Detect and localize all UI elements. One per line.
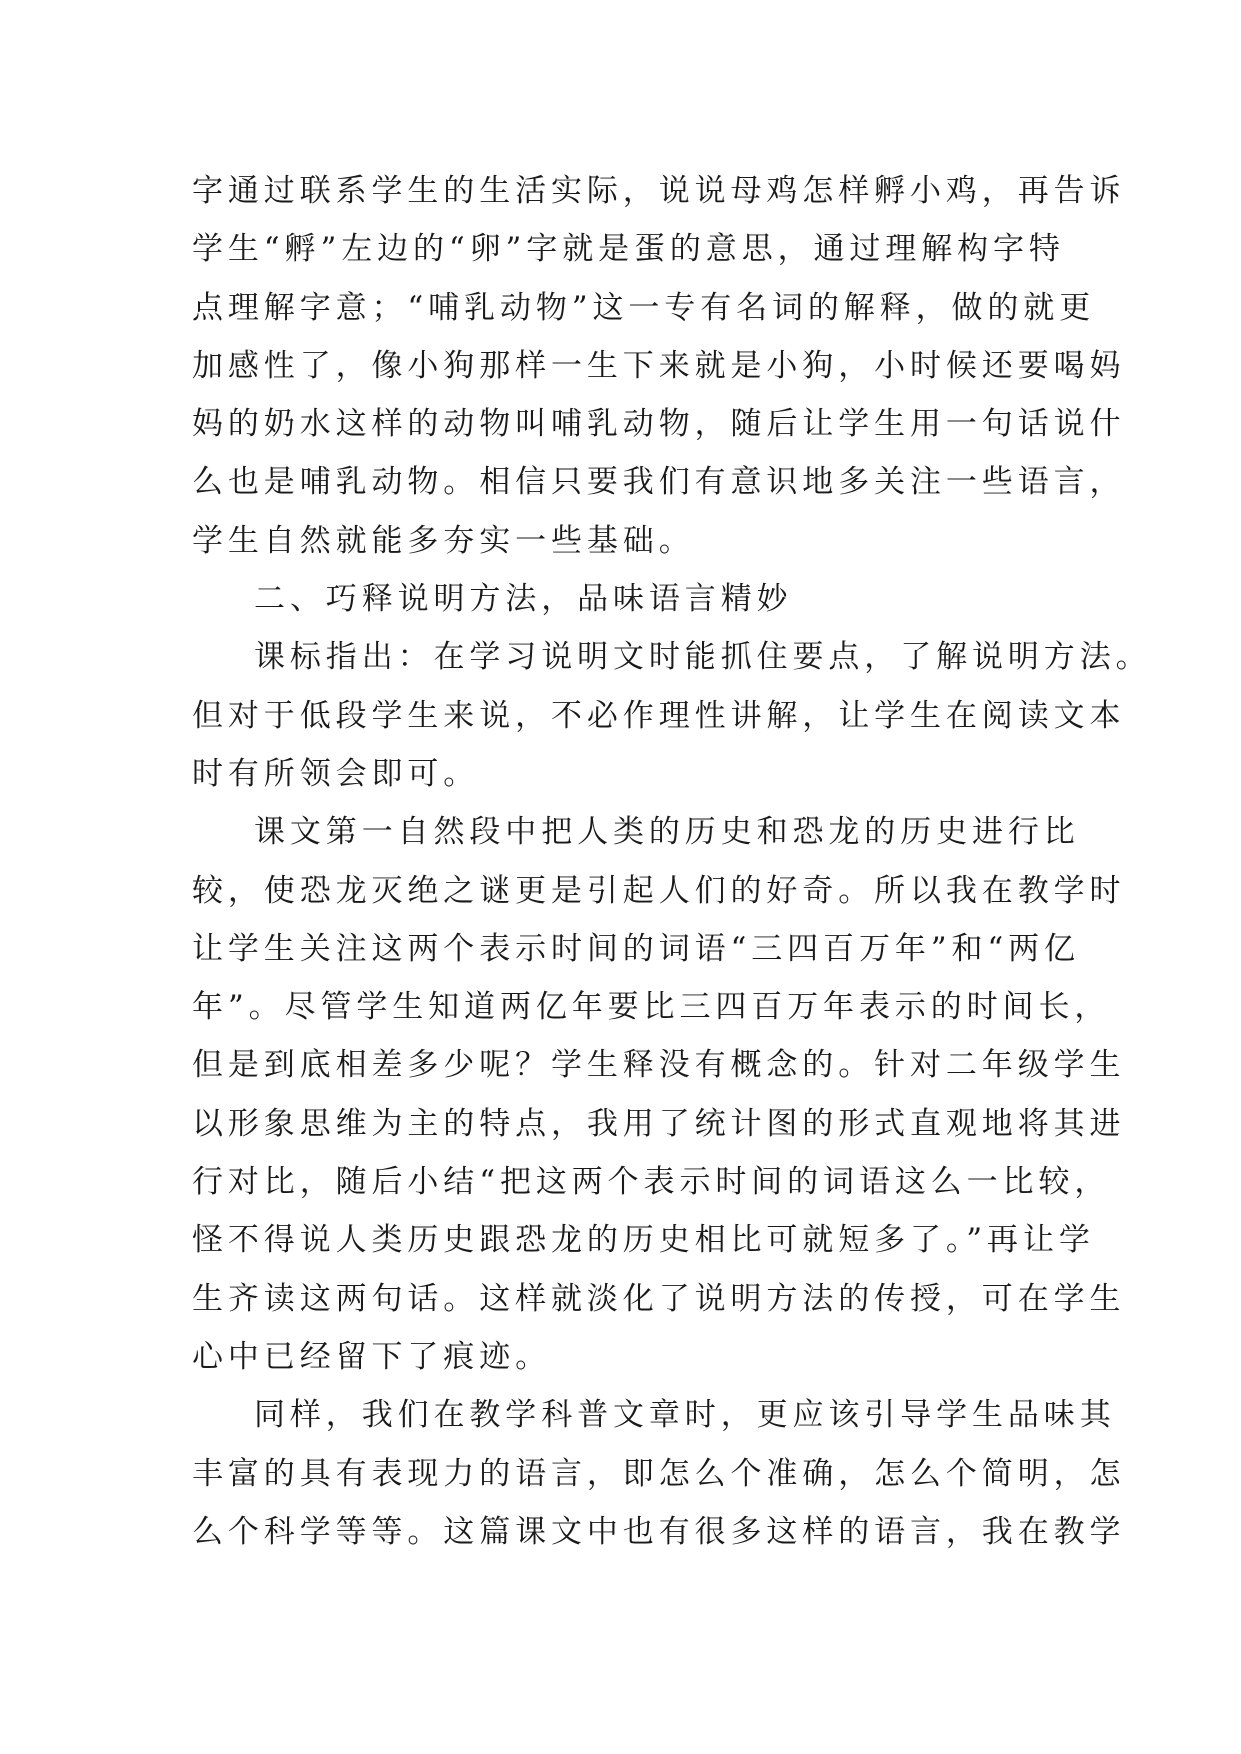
text-line: 学生“孵”左边的“卵”字就是蛋的意思，通过理解构字特 — [192, 231, 1065, 268]
text-line: 么个科学等等。这篇课文中也有很多这样的语言，我在教学 — [192, 1513, 1126, 1550]
text-line: 年”。尽管学生知道两亿年要比三四百万年表示的时间长， — [192, 989, 1111, 1026]
section-heading: 二、巧释说明方法，品味语言精妙 — [254, 581, 793, 618]
text-line: 让学生关注这两个表示时间的词语“三四百万年”和“两亿 — [192, 930, 1080, 967]
text-line: 心中已经留下了痕迹。 — [192, 1338, 551, 1375]
text-line: 但是到底相差多少呢？学生释没有概念的。针对二年级学生 — [192, 1047, 1126, 1084]
document-body — [192, 162, 1152, 1561]
text-line: 字通过联系学生的生活实际，说说母鸡怎样孵小鸡，再告诉 — [192, 173, 1126, 209]
text-line: 丰富的具有表现力的语言，即怎么个准确，怎么个简明，怎 — [192, 1455, 1126, 1492]
text-line: 点理解字意；“哺乳动物”这一专有名词的解释，做的就更 — [192, 289, 1096, 326]
text-line: 加感性了，像小狗那样一生下来就是小狗，小时候还要喝妈 — [192, 347, 1126, 384]
text-line: 时有所领会即可。 — [192, 755, 480, 792]
text-line: 行对比，随后小结“把这两个表示时间的词语这么一比较， — [192, 1164, 1111, 1201]
text-line: 学生自然就能多夯实一些基础。 — [192, 522, 695, 559]
text-line: 怪不得说人类历史跟恐龙的历史相比可就短多了。”再让学 — [192, 1222, 1095, 1259]
text-line: 么也是哺乳动物。相信只要我们有意识地多关注一些语言， — [192, 464, 1126, 501]
paragraph-first-line: 同样，我们在教学科普文章时，更应该引导学生品味其 — [254, 1397, 1116, 1434]
paragraph-first-line: 课标指出：在学习说明文时能抓住要点，了解说明方法。 — [254, 639, 1152, 676]
text-line: 生齐读这两句话。这样就淡化了说明方法的传授，可在学生 — [192, 1280, 1126, 1317]
text-line: 较，使恐龙灭绝之谜更是引起人们的好奇。所以我在教学时 — [192, 872, 1126, 909]
text-line: 但对于低段学生来说，不必作理性讲解，让学生在阅读文本 — [192, 697, 1126, 734]
paragraph-first-line: 课文第一自然段中把人类的历史和恐龙的历史进行比 — [254, 814, 1080, 851]
text-line: 妈的奶水这样的动物叫哺乳动物，随后让学生用一句话说什 — [192, 406, 1126, 443]
text-line: 以形象思维为主的特点，我用了统计图的形式直观地将其进 — [192, 1105, 1126, 1142]
